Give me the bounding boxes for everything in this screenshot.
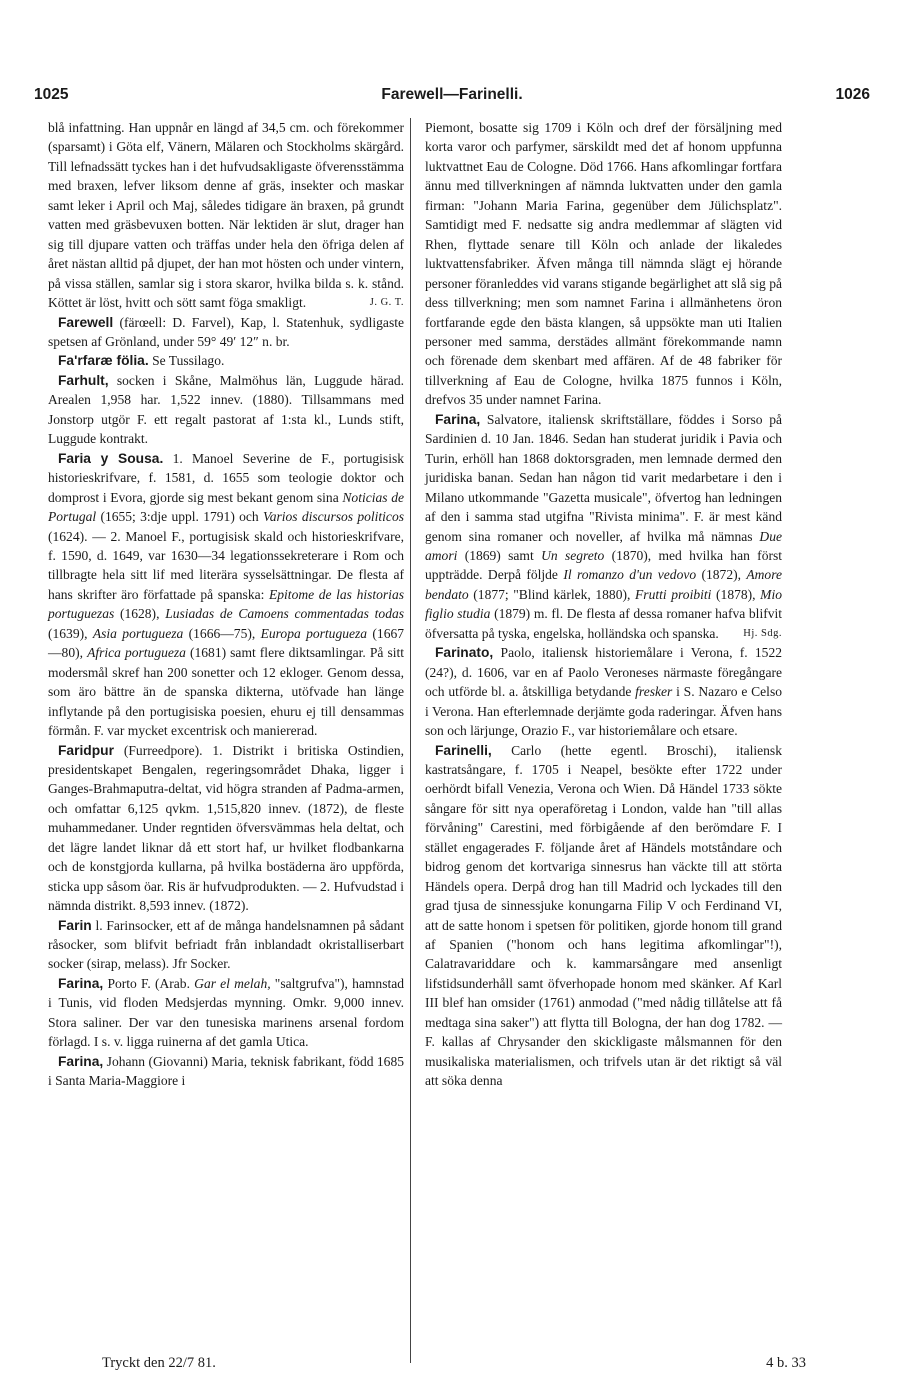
column-divider xyxy=(410,118,411,1363)
entry-farfarae xyxy=(48,351,404,370)
entry-text: Porto F. (Arab. xyxy=(107,975,190,991)
entry-headword: Farhult, xyxy=(58,372,109,388)
work-title: Asia portugueza xyxy=(92,625,184,641)
entry-text: Paolo, italiensk historiemålare i Verona, f. 1522 (24?), d. 1606, var en af Paolo Veroneses närmaste föregångare och utförde bl. a. åtskilliga betydande xyxy=(425,645,782,700)
entry-headword: Fa'rfaræ fölia. xyxy=(58,353,149,369)
work-title: Due amori xyxy=(425,528,782,563)
work-title: Frutti proibiti xyxy=(635,586,712,602)
entry-text: socken i Skåne, Malmöhus län, Luggude härad. Arealen 1,958 har. 1,522 innev. (1880). Tillsammans med Jonstorp utgör F. ett regalt pastorat af 1:sta kl., Lunds stift, Luggude kontrakt. xyxy=(48,372,404,447)
work-title: Amore bendato xyxy=(425,567,782,602)
entry-farhult xyxy=(48,371,404,449)
work-title: Il romanzo d'un vedovo xyxy=(563,567,697,583)
entry-headword: Farina, xyxy=(58,975,104,991)
entry-text: (1666—75), xyxy=(188,625,256,641)
work-title: Noticias de Portugal xyxy=(48,489,404,525)
paragraph-continuation xyxy=(425,118,782,410)
signature-mark: 4 b. 33 xyxy=(766,1355,806,1371)
work-title: Varios discursos politicos xyxy=(262,509,404,525)
entry-headword: Farinelli, xyxy=(435,742,492,758)
running-header xyxy=(34,86,870,110)
entry-faria-y-sousa xyxy=(48,449,404,741)
entry-text: l. Farinsocker, ett af de många handelsnamnen på sådant råsocker, som blifvit befriadt från inblandadt okristalliserbart socker (sirap, melass). Jfr Socker. xyxy=(48,917,404,972)
entry-text: (färœell: D. Farvel), Kap, l. Statenhuk, sydligaste spetsen af Grönland, under 59° 49′ 12″ n. br. xyxy=(48,314,404,349)
entry-faridpur xyxy=(48,741,404,916)
entry-farin xyxy=(48,916,404,974)
entry-headword: Faridpur xyxy=(58,742,114,758)
page-footer xyxy=(48,1355,856,1375)
print-note: Tryckt den 22/7 81. xyxy=(102,1355,216,1371)
entry-text: 1. Manoel Severine de F., portugisisk historieskrifvare, f. 1581, d. 1655 som teologie doktor och domprost i Evora, gjorde sig mest bekant genom sina xyxy=(48,450,404,505)
right-column xyxy=(425,118,782,1091)
entry-text: (1667—80), xyxy=(48,625,405,661)
entry-text: (1878), xyxy=(716,586,756,602)
page-number-left: 1025 xyxy=(34,86,69,103)
entry-headword: Farina, xyxy=(58,1053,104,1069)
entry-text: Johann (Giovanni) Maria, teknisk fabrikant, född 1685 i Santa Maria-Maggiore i xyxy=(48,1053,405,1089)
entry-text: (1624). — 2. Manoel F., portugisisk skald och historieskrifvare, f. 1590, d. 1649, var 1630—34 legationssekreterare i Rom och tillbragte hela sitt lif med literära sysselsättningar. De flesta af hans skrifter äro författade på spanska: xyxy=(48,528,404,602)
entry-headword: Farinato, xyxy=(435,645,494,661)
entry-headword: Farin xyxy=(58,917,92,933)
work-title: Mio figlio studia xyxy=(425,586,782,622)
entry-text: (1879) m. fl. De flesta af dessa romaner hafva blifvit öfversatta på tyska, engelska, holländska och spanska. xyxy=(425,606,783,641)
entry-farewell xyxy=(48,313,404,352)
entry-headword: Faria y Sousa. xyxy=(58,450,164,466)
entry-farina-salvatore xyxy=(425,410,782,643)
entry-text: (1655; 3:dje uppl. 1791) och xyxy=(100,509,259,525)
author-signature: Hj. Sdg. xyxy=(743,627,782,639)
entry-text: "saltgrufva"), hamnstad i Tunis, vid floden Medsjerdas mynning. Omkr. 9,000 innev. Stora saliner. Der var den tunesiska marinens arsenal fordom förlagd. I s. v. ligga ruinerna af det gamla Utica. xyxy=(48,975,405,1050)
work-title: Un segreto xyxy=(541,547,605,563)
entry-text: (1681) samt flere diktsamlingar. På sitt modersmål skref han 200 sonetter och 12 ekloger. Genom dessa, som äro bättre än de spanska dikterna, utöfvade han länge inflytande på den portugisiska poesien, ehuru ej till densammas förmån. F. var mycket excentrisk och maniererad. xyxy=(48,645,405,739)
entry-text: i S. Nazaro e Celso i Verona. Han efterlemnade derjämte goda raderingar. Äfven hans son och lärjunge, Orazio F., var historiemålare och etsare. xyxy=(425,684,782,739)
entry-farinato xyxy=(425,643,782,740)
work-title: Africa portugueza xyxy=(87,645,186,661)
entry-text: (1877; "Blind kärlek, 1880), xyxy=(473,586,631,602)
entry-headword: Farina, xyxy=(435,411,481,427)
left-column xyxy=(48,118,404,1091)
entry-farina-porto xyxy=(48,974,404,1052)
page-number-right: 1026 xyxy=(835,86,870,103)
entry-text: (1639), xyxy=(48,625,88,641)
entry-text: Salvatore, italiensk skriftställare, föddes i Sorso på Sardinien d. 10 Jan. 1846. Sedan han studerat juridik i Pavia och Turin, erhöll han 1868 doktorsgraden, men lemnade dermed den juridiska banan. Sedan han någon tid varit medarbetare i den i Milano utkommande "Gazetta musicale", öfvertog han ledningen af den i samma stad utgifna "Rivista minima". F. är mest känd genom sina romaner och noveller, af hvilka må nämnas xyxy=(425,411,782,544)
entry-text: (1870), med hvilka han först uppträdde. Derpå följde xyxy=(425,547,783,583)
entry-farina-johann xyxy=(48,1052,404,1091)
foreign-term: fresker xyxy=(635,684,673,700)
paragraph-text: Piemont, bosatte sig 1709 i Köln och dref der försäljning med korta varor och parfymer, särskildt med det af honom uppfunna luktvattnet Eau de Cologne. Död 1766. Hans afkomlingar fortfara ännu med tillverkningen af nämnda luktvatten under den gamla firman: "Johann Maria Farina, gegenüber dem Jülichsplatz". Samtidigt med F. nedsatte sig andra medlemmar af slägten vid Rhen, flyttade senare till Köln och anlade der likaledes luktvattensfabriker. Äfven många till nämnda slägt ej hörande personer föranleddes vid varans stigande begärlighet att slå sig på dess tillverkning; men som namnet Farina i allmänhetens öron fortfarande egde den bästa klangen, så uppsökte man uti Italien personer med samma, derstädes allmänt förekommande namn och förenade dem skenbart med affären. Af de 48 fabriker för tillverkning af Eau de Cologne, hvilka 1875 funnos i Köln, drefvos 35 under namnet Farina. xyxy=(425,120,782,408)
entry-text: (1872), xyxy=(701,567,742,583)
foreign-term: Gar el melah, xyxy=(194,975,271,991)
running-title: Farewell—Farinelli. xyxy=(381,86,523,103)
work-title: Lusiadas de Camoens commentadas todas xyxy=(165,606,405,622)
paragraph-text: blå infattning. Han uppnår en längd af 34,5 cm. och förekommer (sparsamt) i Göta elf, Vänern, Mälaren och Stockholms skärgård. Till lefnadssätt tyckes han i det hufvudsakligaste öfverensstämma med braxen, lefver liksom denne af gräs, insekter och maskar samt leker i April och Maj, således tidigare än braxen, på grundt vatten med gräsbevuxen botten. När lektiden är slut, drager han sig till djupare vatten och träffas under hela den öfriga delen af året nästan alltid på djupet, der han mot hösten och under vintern, på vissa ställen, samlar sig i stora skaror, hvilka bilda s. k. stånd. Köttet är löst, hvitt och sött samt föga smakligt. xyxy=(48,120,404,311)
work-title: Epitome de las historias portuguezas xyxy=(48,586,404,622)
entry-farinelli xyxy=(425,741,782,1091)
entry-text: (Furreedpore). 1. Distrikt i britiska Ostindien, presidentskapet Bengalen, regeringsområdet Dhaka, ligger i Ganges-Brahmaputra-deltat, vid högra stranden af Padma-armen, och omfattar 6,125 qvkm. 1,515,820 innev. (1872), de fleste muhammedaner. Under regntiden öfversvämmas hela deltat, och det lägre landet liknar då ett stort haf, ur hvilket flodbankarna och de konstgjorda kullarna, på hvilka bostäderna äro uppförda, sticka upp såsom öar. Ris är hufvudprodukten. — 2. Hufvudstad i nämnda distrikt. 8,593 innev. (1872). xyxy=(48,742,405,914)
entry-text: Carlo (hette egentl. Broschi), italiensk kastratsångare, f. 1705 i Neapel, besökte efter 1722 under oerhördt bifall Venezia, Verona och Wien. Då Händel 1733 sökte sångare för sitt nya operaföretag i London, valde han "till allas förvåning" Carestini, med förbigående af den berömdare F. I stället engagerades F. följande året af Händels motståndare och bidrog genom det kortvariga sinnesrus han väckte till att störta Händels opera. Derpå drog han till Madrid och lyckades till den grad tjusa de sinnessjuke konungarna Filip V och Ferdinand VI, att de satte honom i spetsen för politiken, gjorde honom till grand af Spanien ("honom och hans legitima afkomlingar"!), Calatravariddare och k. kammarsångare med ansenligt lifstidsunderhåll samt öfverhopade honom med skänker. Af Karl III blef han omsider (1761) anmodad ("med nådig tillåtelse att få medtaga sina saker") att flytta till Bologna, der han dog 1782. — F. kallas af Chrysander den skickligaste målsmannen för den musikaliska materialismen, och trifvels utan är det riktigt så väl att söka denna xyxy=(425,742,782,1089)
entry-text: (1869) samt xyxy=(464,547,534,563)
author-signature: J. G. T. xyxy=(369,297,404,309)
work-title: Europa portugueza xyxy=(260,625,368,641)
entry-text: Se Tussilago. xyxy=(152,353,225,369)
entry-headword: Farewell xyxy=(58,314,114,330)
entry-text: (1628), xyxy=(119,606,160,622)
paragraph-continuation xyxy=(48,118,404,313)
